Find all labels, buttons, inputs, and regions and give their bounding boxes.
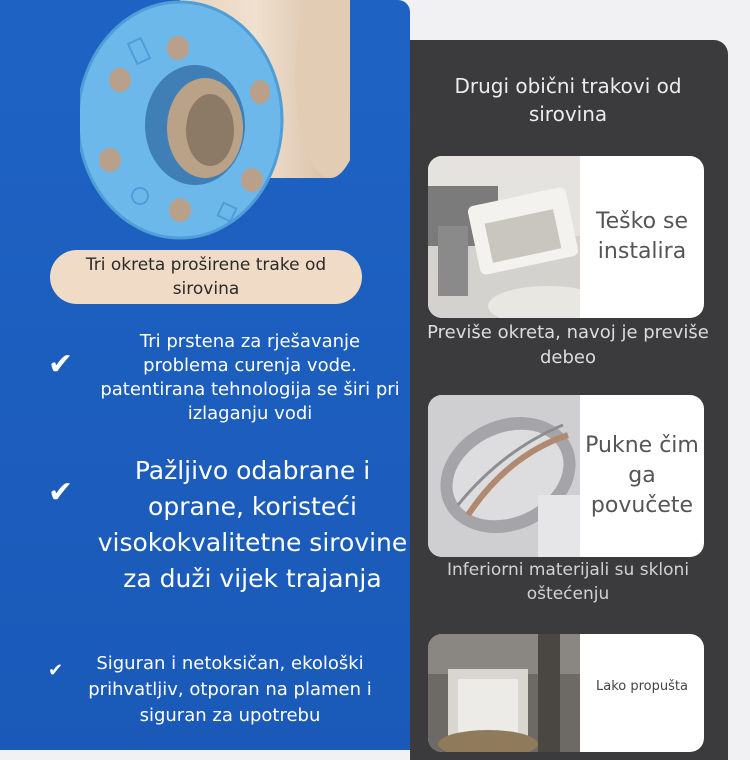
comparison-card-hard-install (428, 156, 704, 318)
comparison-caption: Previše okreta, navoj je previše debeo (427, 322, 709, 368)
feature-leak-proof: Tri prstena za rješavanje problema curenja vode. patentirana tehnologija se širi pri izlaganju vodi (100, 331, 400, 424)
product-name-badge: Tri okreta proširene trake od sirovina (50, 250, 362, 304)
card-label: Lako propušta (596, 679, 688, 694)
torn-tape-photo (428, 395, 580, 557)
check-icon: ✔ (48, 475, 74, 510)
card-label: Teško se instalira (595, 209, 689, 264)
check-icon: ✔ (48, 660, 64, 681)
leaking-pipe-photo (428, 634, 580, 752)
comparison-caption: Inferiorni materijali su skloni oštećenju (446, 560, 690, 604)
feature-safety: Siguran i netoksičan, ekološki prihvatljiv, otporan na plamen i siguran za upotrebu (88, 653, 372, 726)
card-label: Pukne čim ga povučete (585, 433, 699, 518)
comparison-card-tears (428, 395, 704, 557)
pipe-fitting-photo (428, 156, 580, 318)
tape-reel-image (80, 0, 350, 240)
comparison-card-leaks (428, 634, 704, 752)
check-icon: ✔ (48, 347, 74, 382)
feature-quality-materials: Pažljivo odabrane i oprane, koristeći visokokvalitetne sirovine za duži vijek trajanja (97, 456, 408, 593)
comparison-title: Drugi obični trakovi od sirovina (454, 74, 682, 126)
